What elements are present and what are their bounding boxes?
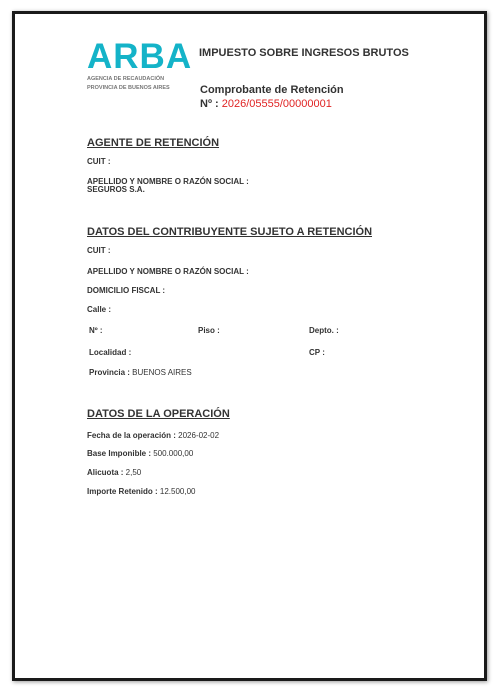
agente-cuit	[87, 157, 111, 166]
contribuyente-nombre-label: APELLIDO Y NOMBRE O RAZÓN SOCIAL :	[87, 267, 249, 276]
number-value: 2026/05555/00000001	[221, 98, 332, 110]
comprobante-number	[200, 98, 332, 110]
alicuota-label: Alicuota :	[87, 468, 126, 477]
arba-logo	[87, 37, 197, 92]
depto-label: Depto. :	[309, 326, 339, 335]
importe-value: 12.500,00	[159, 487, 196, 496]
fecha-label: Fecha de la operación :	[87, 431, 179, 440]
fecha-value: 2026-02-02	[178, 431, 220, 440]
agente-nombre-label: APELLIDO Y NOMBRE O RAZÓN SOCIAL :	[87, 177, 249, 186]
provincia-value: BUENOS AIRES	[132, 368, 192, 377]
provincia	[89, 368, 192, 377]
logo-subtitle-1: AGENCIA DE RECAUDACIÓN	[87, 76, 165, 82]
base-label: Base Imponible :	[87, 449, 154, 458]
cp-label: CP :	[309, 348, 325, 357]
base-value: 500.000,00	[153, 449, 194, 458]
document-page	[12, 11, 487, 681]
nro-label: Nº :	[89, 326, 103, 335]
number-label: Nº :	[200, 98, 222, 110]
base-imponible	[87, 449, 193, 458]
fecha-operacion	[87, 431, 219, 440]
provincia-label: Provincia :	[89, 368, 133, 377]
agente-cuit-label: CUIT :	[87, 157, 111, 166]
document-title: IMPUESTO SOBRE INGRESOS BRUTOS	[199, 47, 409, 59]
comprobante-label: Comprobante de Retención	[200, 84, 344, 96]
importe-label: Importe Retenido :	[87, 487, 160, 496]
contribuyente-cuit-label: CUIT :	[87, 246, 111, 255]
section-agente-title: AGENTE DE RETENCIÓN	[87, 137, 220, 149]
piso-label: Piso :	[198, 326, 220, 335]
domicilio-label: DOMICILIO FISCAL :	[87, 286, 166, 295]
section-operacion-title: DATOS DE LA OPERACIÓN	[87, 408, 230, 420]
importe-retenido	[87, 487, 195, 496]
alicuota-value: 2,50	[125, 468, 142, 477]
logo-subtitle-2: PROVINCIA DE BUENOS AIRES	[87, 85, 170, 91]
localidad-label: Localidad :	[89, 348, 132, 357]
alicuota	[87, 468, 141, 477]
logo-wordmark: ARBA	[87, 37, 193, 76]
section-contribuyente-title: DATOS DEL CONTRIBUYENTE SUJETO A RETENCIÓN	[87, 226, 373, 238]
calle-label: Calle :	[87, 305, 112, 314]
agente-nombre-value: SEGUROS S.A.	[87, 185, 145, 194]
